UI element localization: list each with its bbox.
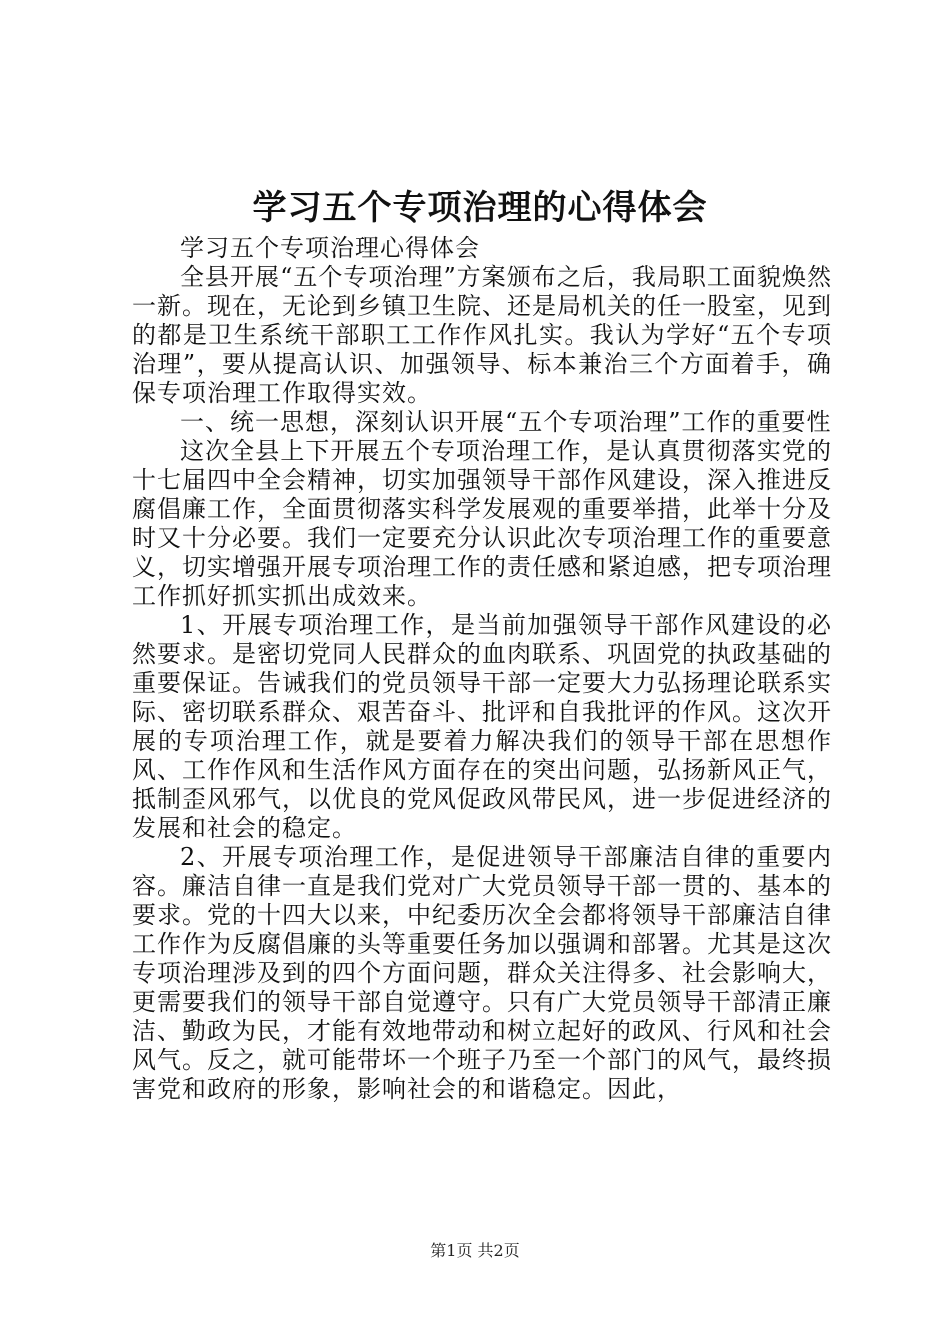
page-number-footer: 第1页 共2页 xyxy=(430,1241,520,1260)
paragraph: 1、开展专项治理工作，是当前加强领导干部作风建设的必然要求。是密切党同人民群众的血肉联系、巩固党的执政基础的重要保证。告诫我们的党员领导干部一定要大力弘扬理论联系实际、密切联系群众、艰苦奋斗、批评和自我批评的作风。这次开展的专项治理工作，就是要着力解决我们的领导干部在思想作风、工作作风和生活作风方面存在的突出问题，弘扬新风正气，抵制歪风邪气，以优良的党风促政风带民风，进一步促进经济的发展和社会的稳定。 xyxy=(132,611,832,842)
document-title: 学习五个专项治理的心得体会 xyxy=(252,188,708,228)
section-heading: 一、统一思想，深刻认识开展“五个专项治理”工作的重要性 xyxy=(180,408,832,436)
document-body xyxy=(132,234,832,1104)
paragraph-subtitle: 学习五个专项治理心得体会 xyxy=(180,234,480,262)
paragraph: 这次全县上下开展五个专项治理工作，是认真贯彻落实党的十七届四中全会精神，切实加强领导干部作风建设，深入推进反腐倡廉工作，全面贯彻落实科学发展观的重要举措，此举十分及时又十分必要。我们一定要充分认识此次专项治理工作的重要意义，切实增强开展专项治理工作的责任感和紧迫感，把专项治理工作抓好抓实抓出成效来。 xyxy=(132,437,832,610)
paragraph: 2、开展专项治理工作，是促进领导干部廉洁自律的重要内容。廉洁自律一直是我们党对广大党员领导干部一贯的、基本的要求。党的十四大以来，中纪委历次全会都将领导干部廉洁自律工作作为反腐倡廉的头等重要任务加以强调和部署。尤其是这次专项治理涉及到的四个方面问题，群众关注得多、社会影响大，更需要我们的领导干部自觉遵守。只有广大党员领导干部清正廉洁、勤政为民，才能有效地带动和树立起好的政风、行风和社会风气。反之，就可能带坏一个班子乃至一个部门的风气，最终损害党和政府的形象，影响社会的和谐稳定。因此， xyxy=(132,843,832,1103)
paragraph: 全县开展“五个专项治理”方案颁布之后，我局职工面貌焕然一新。现在，无论到乡镇卫生院、还是局机关的任一股室，见到的都是卫生系统干部职工工作作风扎实。我认为学好“五个专项治理”，要从提高认识、加强领导、标本兼治三个方面着手，确保专项治理工作取得实效。 xyxy=(132,263,832,407)
